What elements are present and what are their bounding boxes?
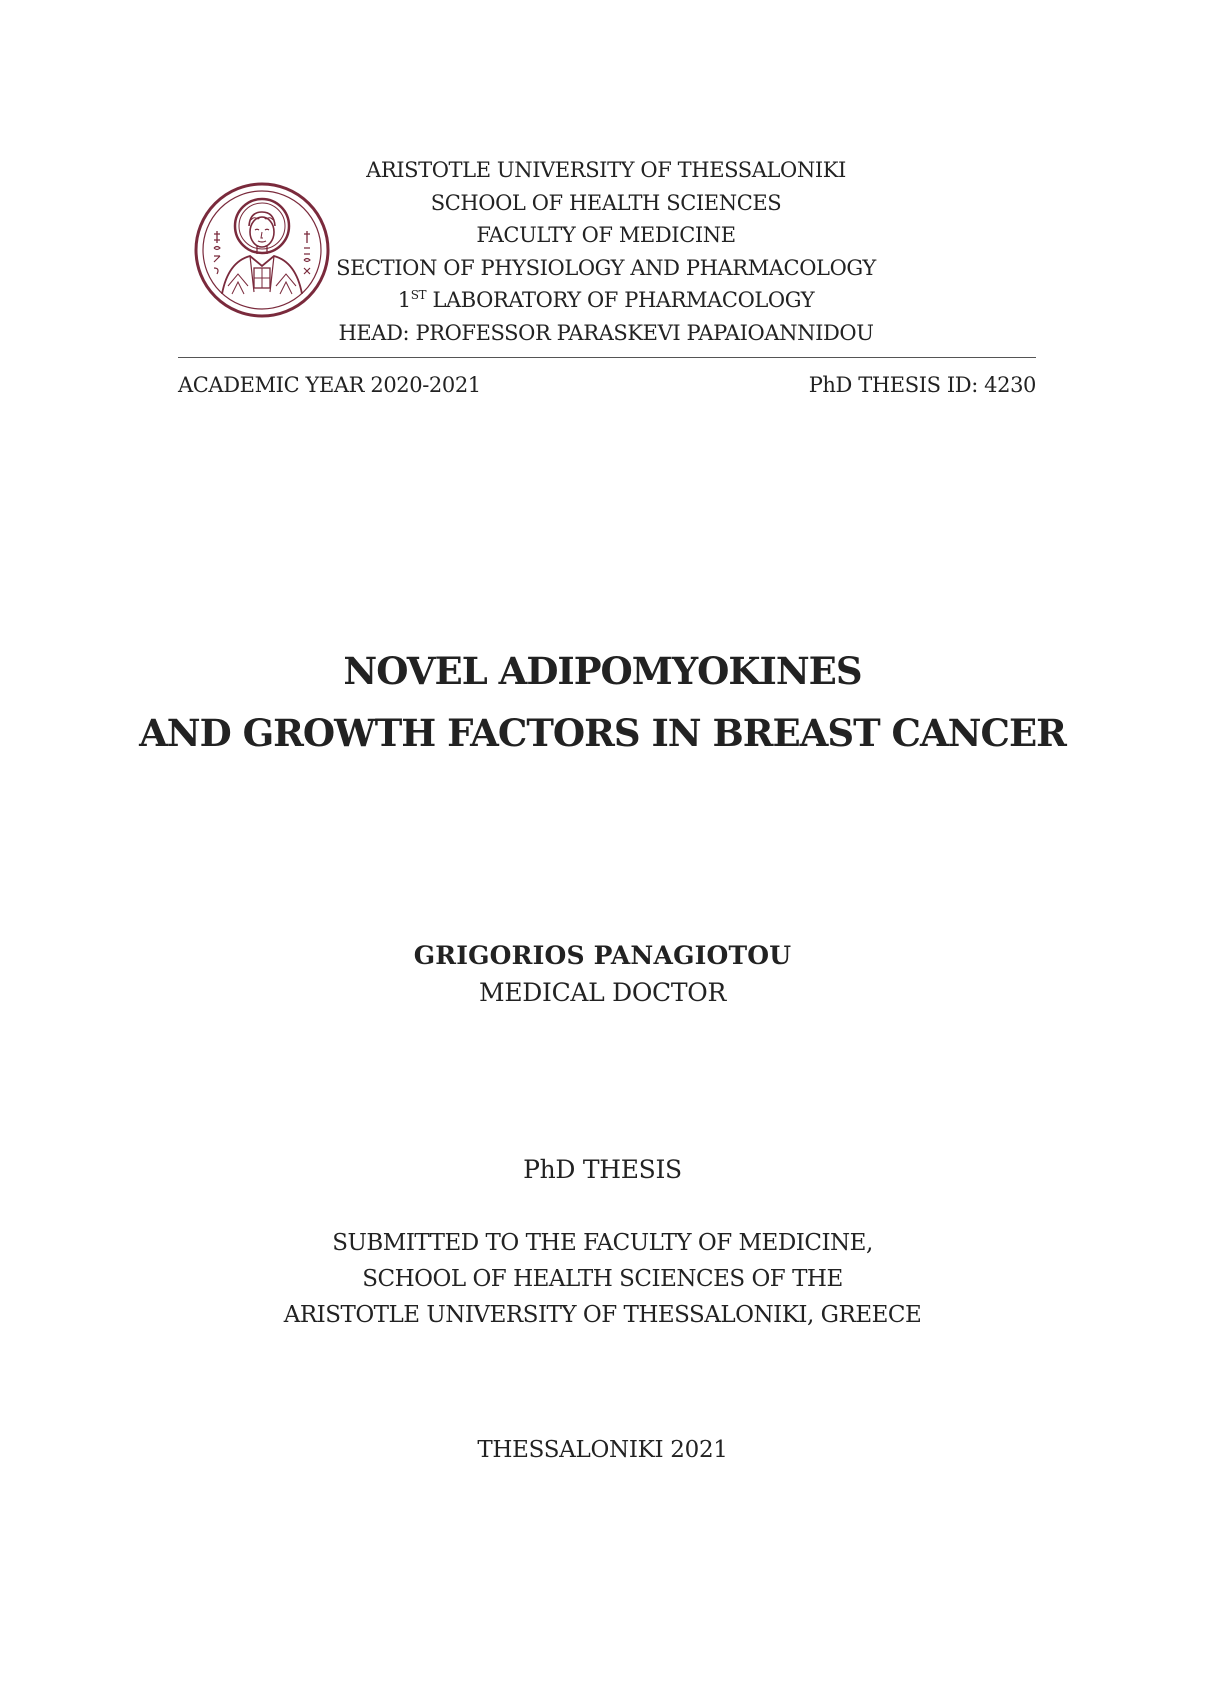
thesis-id: PhD THESIS ID: 4230: [808, 373, 1036, 397]
submission-line-1: SUBMITTED TO THE FACULTY OF MEDICINE,: [332, 1230, 873, 1256]
laboratory-ordinal: ST: [410, 288, 427, 302]
academic-year: ACADEMIC YEAR 2020-2021: [178, 373, 481, 397]
submission-statement: [100, 1225, 1105, 1333]
laboratory-number: 1: [397, 288, 411, 312]
submission-line-2: SCHOOL OF HEALTH SCIENCES OF THE: [362, 1266, 843, 1292]
submission-line-3: ARISTOTLE UNIVERSITY OF THESSALONIKI, GREECE: [283, 1302, 922, 1328]
section-name: SECTION OF PHYSIOLOGY AND PHARMACOLOGY: [336, 255, 876, 280]
faculty-name: FACULTY OF MEDICINE: [476, 223, 736, 247]
school-name: SCHOOL OF HEALTH SCIENCES: [430, 190, 782, 215]
head-of-laboratory: HEAD: PROFESSOR PARASKEVI PAPAIOANNIDOU: [338, 320, 874, 345]
university-name: ARISTOTLE UNIVERSITY OF THESSALONIKI: [366, 158, 846, 182]
laboratory-label: LABORATORY OF PHARMACOLOGY: [426, 288, 815, 312]
thesis-type: PhD THESIS: [523, 1155, 682, 1184]
header-divider: [178, 357, 1036, 358]
author-name: GRIGORIOS PANAGIOTOU: [413, 941, 792, 970]
thesis-title: [100, 640, 1105, 764]
author-block: [100, 937, 1105, 1011]
thesis-title-line-1: NOVEL ADIPOMYOKINES: [343, 649, 862, 693]
institution-header: [300, 154, 912, 349]
thesis-title-line-2: AND GROWTH FACTORS IN BREAST CANCER: [139, 711, 1066, 755]
place-and-year: THESSALONIKI 2021: [477, 1437, 728, 1463]
author-degree: MEDICAL DOCTOR: [479, 978, 726, 1007]
laboratory-name: [300, 284, 912, 317]
